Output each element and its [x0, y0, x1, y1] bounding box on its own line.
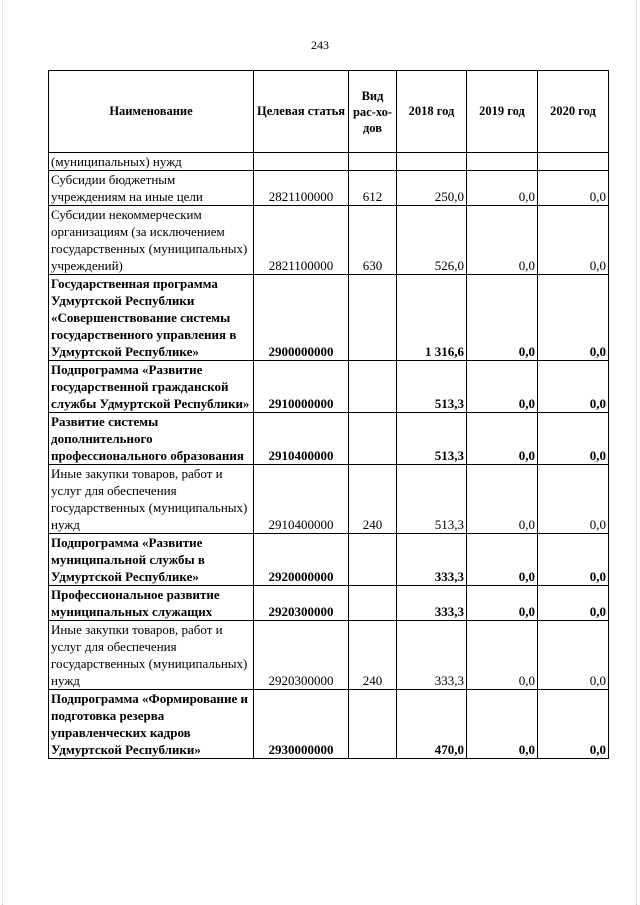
row-target-article: 2900000000: [254, 275, 349, 361]
row-expense-type: [349, 361, 397, 413]
row-value-2019: 0,0: [467, 206, 538, 275]
row-target-article: 2910400000: [254, 413, 349, 465]
header-2018: 2018 год: [397, 71, 467, 153]
table-row: [49, 690, 609, 759]
row-name: Подпрограмма «Развитие государственной гражданской службы Удмуртской Республики»: [49, 361, 254, 413]
row-expense-type: 612: [349, 171, 397, 206]
row-target-article: [254, 153, 349, 171]
row-value-2019: 0,0: [467, 690, 538, 759]
row-value-2020: [538, 153, 609, 171]
header-2020: 2020 год: [538, 71, 609, 153]
row-expense-type: [349, 413, 397, 465]
table-row: [49, 171, 609, 206]
table-header-row: [49, 71, 609, 153]
row-value-2019: 0,0: [467, 586, 538, 621]
table-row: [49, 465, 609, 534]
row-name: Иные закупки товаров, работ и услуг для обеспечения государственных (муниципальных) нужд: [49, 621, 254, 690]
table-row: [49, 586, 609, 621]
page-number: 243: [311, 38, 329, 52]
row-target-article: 2821100000: [254, 206, 349, 275]
row-value-2019: 0,0: [467, 275, 538, 361]
row-value-2018: 470,0: [397, 690, 467, 759]
row-value-2019: 0,0: [467, 621, 538, 690]
row-value-2018: 526,0: [397, 206, 467, 275]
row-value-2018: 1 316,6: [397, 275, 467, 361]
row-value-2020: 0,0: [538, 690, 609, 759]
row-expense-type: 630: [349, 206, 397, 275]
row-value-2020: 0,0: [538, 465, 609, 534]
row-value-2019: 0,0: [467, 171, 538, 206]
row-target-article: 2920300000: [254, 586, 349, 621]
row-target-article: 2920000000: [254, 534, 349, 586]
row-value-2018: 333,3: [397, 621, 467, 690]
row-value-2020: 0,0: [538, 586, 609, 621]
row-value-2019: [467, 153, 538, 171]
row-value-2019: 0,0: [467, 413, 538, 465]
row-target-article: 2930000000: [254, 690, 349, 759]
table-row: [49, 275, 609, 361]
row-expense-type: 240: [349, 465, 397, 534]
row-expense-type: [349, 153, 397, 171]
row-value-2020: 0,0: [538, 621, 609, 690]
row-value-2019: 0,0: [467, 534, 538, 586]
row-name: Государственная программа Удмуртской Республики «Совершенствование системы государственного управления в Удмуртской Республике»: [49, 275, 254, 361]
row-name: Субсидии некоммерческим организациям (за исключением государственных (муниципальных) учреждений): [49, 206, 254, 275]
row-name: Подпрограмма «Развитие муниципальной службы в Удмуртской Республике»: [49, 534, 254, 586]
row-value-2018: 513,3: [397, 465, 467, 534]
row-value-2018: 333,3: [397, 586, 467, 621]
row-expense-type: 240: [349, 621, 397, 690]
row-target-article: 2821100000: [254, 171, 349, 206]
table-row: [49, 534, 609, 586]
row-name: Развитие системы дополнительного профессионального образования: [49, 413, 254, 465]
row-target-article: 2910400000: [254, 465, 349, 534]
row-value-2020: 0,0: [538, 361, 609, 413]
row-target-article: 2910000000: [254, 361, 349, 413]
header-expense-type: Вид рас-хо-дов: [349, 71, 397, 153]
row-target-article: 2920300000: [254, 621, 349, 690]
row-name: Подпрограмма «Формирование и подготовка резерва управленческих кадров Удмуртской Республики»: [49, 690, 254, 759]
row-expense-type: [349, 690, 397, 759]
row-expense-type: [349, 275, 397, 361]
table-row: [49, 153, 609, 171]
header-target-article: Целевая статья: [254, 71, 349, 153]
row-value-2020: 0,0: [538, 413, 609, 465]
table-row: [49, 413, 609, 465]
row-name: Профессиональное развитие муниципальных служащих: [49, 586, 254, 621]
row-name: Иные закупки товаров, работ и услуг для обеспечения государственных (муниципальных) нужд: [49, 465, 254, 534]
row-expense-type: [349, 586, 397, 621]
row-value-2020: 0,0: [538, 206, 609, 275]
row-value-2018: [397, 153, 467, 171]
header-name: Наименование: [49, 71, 254, 153]
row-value-2019: 0,0: [467, 465, 538, 534]
row-name: (муниципальных) нужд: [49, 153, 254, 171]
table-body: [49, 153, 609, 759]
row-value-2018: 513,3: [397, 413, 467, 465]
row-value-2020: 0,0: [538, 171, 609, 206]
header-2019: 2019 год: [467, 71, 538, 153]
row-value-2018: 250,0: [397, 171, 467, 206]
row-value-2020: 0,0: [538, 534, 609, 586]
table-row: [49, 621, 609, 690]
row-expense-type: [349, 534, 397, 586]
budget-table: [48, 70, 609, 759]
row-value-2018: 333,3: [397, 534, 467, 586]
table-row: [49, 206, 609, 275]
table-row: [49, 361, 609, 413]
row-value-2019: 0,0: [467, 361, 538, 413]
row-value-2018: 513,3: [397, 361, 467, 413]
row-value-2020: 0,0: [538, 275, 609, 361]
scan-edge-right: [636, 0, 638, 905]
scan-edge-left: [2, 0, 4, 905]
row-name: Субсидии бюджетным учреждениям на иные цели: [49, 171, 254, 206]
